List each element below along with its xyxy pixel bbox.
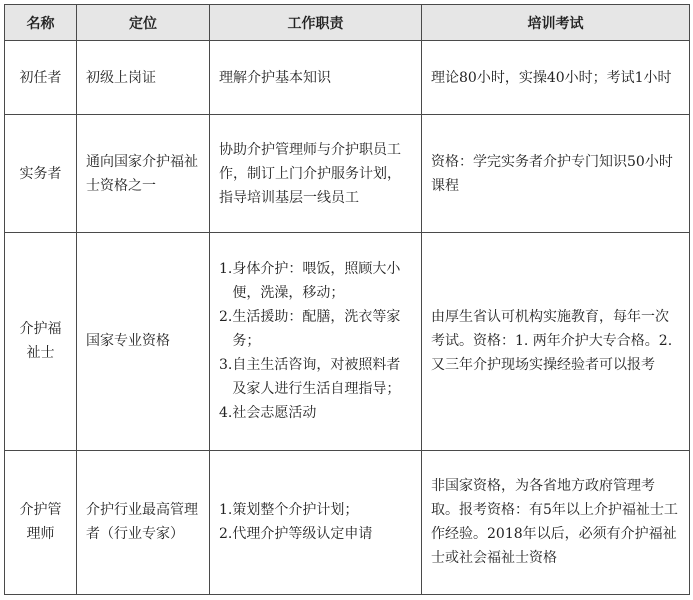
item-number: 2. [219,526,233,543]
cell-position: 介护行业最高管理者（行业专家） [77,450,210,595]
cell-training: 资格：学完实务者介护专门知识50小时课程 [422,115,690,233]
duty-list [219,257,412,425]
cell-training: 理论80小时，实操40小时；考试1小时 [422,41,690,115]
cell-name: 介护管理师 [5,450,77,595]
cell-duties: 协助介护管理师与介护职员工作，制订上门介护服务计划，指导培训基层一线员工 [210,115,422,233]
item-number: 1. [219,261,233,278]
cell-name: 初任者 [5,41,77,115]
table-row [5,41,690,115]
item-text: 代理介护等级认定申请 [232,526,373,543]
cell-training: 非国家资格，为各省地方政府管理考取。报考资格：有5年以上介护福祉士工作经验。2018年以后，必须有介护福祉士或社会福祉士资格 [422,450,690,595]
item-number: 4. [219,405,233,422]
cell-duties [210,450,422,595]
table-row [5,233,690,450]
header-training: 培训考试 [422,5,690,41]
table-header-row [5,5,690,41]
header-duties: 工作职责 [210,5,422,41]
list-item [219,498,412,522]
item-number: 3. [219,357,233,374]
cell-training: 由厚生省认可机构实施教育，每年一次考试。资格：1. 两年介护大专合格。2. 又三年介护现场实操经验者可以报考 [422,233,690,450]
item-text: 策划整个介护计划； [232,502,359,519]
cell-name: 介护福祉士 [5,233,77,450]
item-number: 1. [219,502,233,519]
cell-name: 实务者 [5,115,77,233]
item-text: 自主生活咨询，对被照料者及家人进行生活自理指导； [232,357,401,398]
list-item [219,305,412,353]
item-text: 身体介护：喂饭，照顾大小便，洗澡，移动； [232,261,401,302]
table-row [5,115,690,233]
cell-position: 通向国家介护福祉士资格之一 [77,115,210,233]
header-name: 名称 [5,5,77,41]
cell-position: 初级上岗证 [77,41,210,115]
cell-position: 国家专业资格 [77,233,210,450]
cell-duties: 理解介护基本知识 [210,41,422,115]
table-row [5,450,690,595]
cell-duties [210,233,422,450]
qualification-table [4,4,690,595]
list-item [219,257,412,305]
list-item [219,353,412,401]
header-position: 定位 [77,5,210,41]
item-text: 社会志愿活动 [232,405,317,422]
item-text: 生活援助：配膳，洗衣等家务； [232,309,401,350]
duty-list [219,498,412,546]
item-number: 2. [219,309,233,326]
list-item [219,401,412,425]
list-item [219,522,412,546]
